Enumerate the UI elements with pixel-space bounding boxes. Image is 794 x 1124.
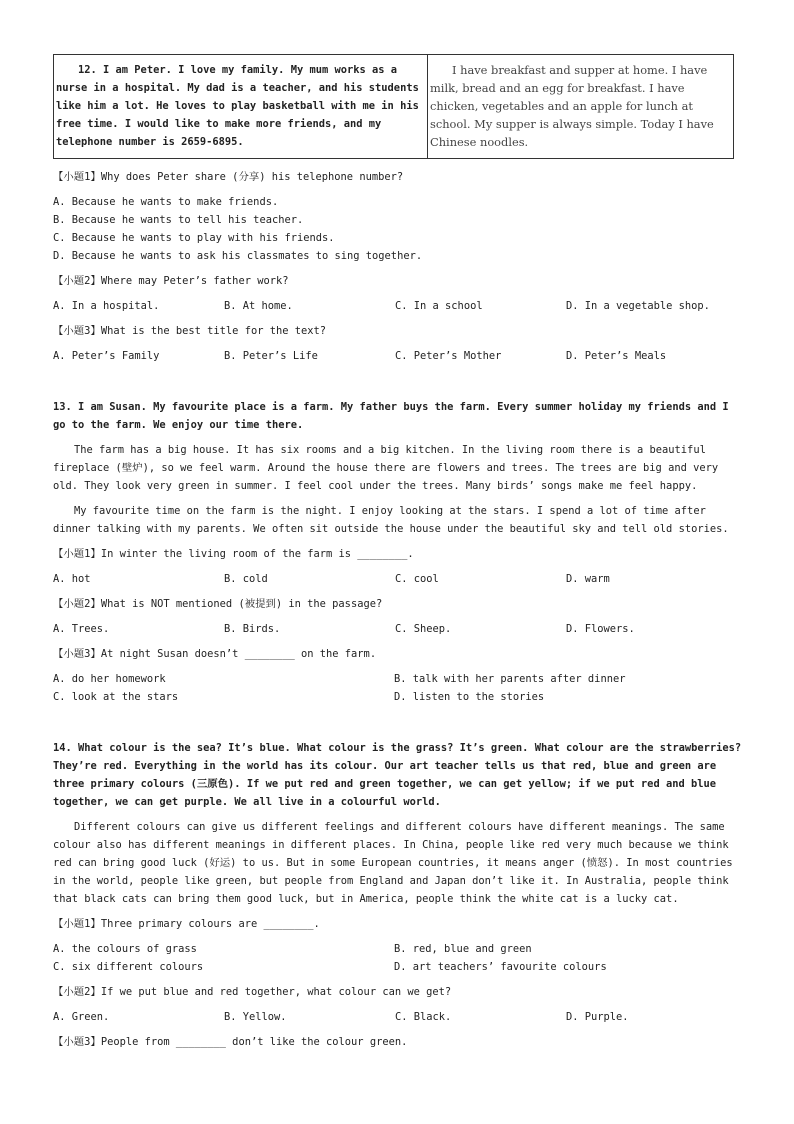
q12-sub2-options xyxy=(53,297,743,315)
q14-sub2-question: 【小题2】If we put blue and red together, what colour can we get? xyxy=(53,986,452,998)
q12-sub3-options xyxy=(53,347,743,365)
q14-sub2-option-d[interactable]: D. Purple. xyxy=(566,1011,629,1023)
q13-sub1-option-d[interactable]: D. warm xyxy=(566,573,610,585)
q13-sub2-option-b[interactable]: B. Birds. xyxy=(224,623,281,635)
q12-sub3-option-c[interactable]: C. Peter’s Mother xyxy=(395,350,502,362)
q14-sub3-question: 【小题3】People from ________ don’t like the colour green. xyxy=(53,1036,408,1048)
q13-paragraph-1: The farm has a big house. It has six rooms and a big kitchen. In the living room there is a beautiful fireplace (壁炉), so we feel warm. Around the house there are flowers and trees. The trees are big and very old. They look very green in summer. I feel cool under the trees. Many birds’ songs make me feel happy. xyxy=(53,444,719,492)
q12-sub3-option-b[interactable]: B. Peter’s Life xyxy=(224,350,318,362)
q12-sub1-question: 【小题1】Why does Peter share (分享) his telephone number? xyxy=(53,171,404,183)
q13-sub1-option-c[interactable]: C. cool xyxy=(395,573,439,585)
q13-sub2-options xyxy=(53,620,743,638)
q13-sub3-option-b[interactable]: B. talk with her parents after dinner xyxy=(394,673,626,685)
q14-sub1-question: 【小题1】Three primary colours are ________. xyxy=(53,918,320,930)
q12-sub1-option-d[interactable]: D. Because he wants to ask his classmates to sing together. xyxy=(53,250,423,262)
q12-left-cell xyxy=(54,55,428,158)
q13-sub1-question: 【小题1】In winter the living room of the farm is ________. xyxy=(53,548,414,560)
q12-sub2-option-c[interactable]: C. In a school xyxy=(395,300,483,312)
q14-sub2-option-a[interactable]: A. Green. xyxy=(53,1011,110,1023)
q14-heading: 14. What colour is the sea? It’s blue. What colour is the grass? It’s green. What colour are the strawberries? They’re red. Everything in the world has its colour. Our art teacher tells us that red, blue and green are three primary colours (三原色). If we put red and green together, we can get yellow; if we put red and blue together, we can get purple. We all live in a colourful world. xyxy=(53,742,742,808)
q12-sub1-option-c[interactable]: C. Because he wants to play with his friends. xyxy=(53,232,335,244)
q14-paragraph-1: Different colours can give us different feelings and different colours have different meanings. The same colour also has different meanings in different places. In China, people like red very much because we think red can bring good luck (好运) to us. But in some European countries, it means anger (愤怒). In most countries in the world, people like green, but people from England and Japan don’t like it. In Australia, people think that black cats can bring them good luck, but in America, people think the white cat is a lucky cat. xyxy=(53,821,733,905)
q12-passage-table xyxy=(53,54,734,159)
worksheet-page xyxy=(53,54,743,1051)
q12-right-cell xyxy=(428,55,733,158)
q14-sub2-option-c[interactable]: C. Black. xyxy=(395,1011,452,1023)
q14-sub1-option-c[interactable]: C. six different colours xyxy=(53,961,204,973)
q13-sub3-option-c[interactable]: C. look at the stars xyxy=(53,691,179,703)
q12-sub2-option-a[interactable]: A. In a hospital. xyxy=(53,300,160,312)
q13-sub1-options xyxy=(53,570,743,588)
q14-sub2-option-b[interactable]: B. Yellow. xyxy=(224,1011,287,1023)
q12-right-text: I have breakfast and supper at home. I have milk, bread and an egg for breakfast. I have chicken, vegetables and an apple for lunch at school. My supper is always simple. Today I have Chinese noodles. xyxy=(430,63,714,149)
q12-sub2-option-d[interactable]: D. In a vegetable shop. xyxy=(566,300,710,312)
q13-paragraph-2: My favourite time on the farm is the night. I enjoy looking at the stars. I spend a lot of time after dinner talking with my parents. We often sit outside the house under the beautiful sky and tell old stories. xyxy=(53,505,729,535)
q13-heading: 13. I am Susan. My favourite place is a farm. My father buys the farm. Every summer holiday my friends and I go to the farm. We enjoy our time there. xyxy=(53,401,729,431)
q12-sub3-option-d[interactable]: D. Peter’s Meals xyxy=(566,350,667,362)
q12-left-text: 12. I am Peter. I love my family. My mum works as a nurse in a hospital. My dad is a teacher, and his students like him a lot. He loves to play basketball with me in his free time. I would like to make more friends, and my telephone number is 2659-6895. xyxy=(56,64,419,148)
q13-sub1-option-b[interactable]: B. cold xyxy=(224,573,268,585)
q13-sub3-option-a[interactable]: A. do her homework xyxy=(53,673,166,685)
q12-sub1-option-a[interactable]: A. Because he wants to make friends. xyxy=(53,196,279,208)
q12-sub3-question: 【小题3】What is the best title for the text? xyxy=(53,325,327,337)
q14-sub1-options xyxy=(53,940,743,976)
q12-sub1-option-b[interactable]: B. Because he wants to tell his teacher. xyxy=(53,214,304,226)
q13-sub3-options xyxy=(53,670,743,706)
q14-sub2-options xyxy=(53,1008,743,1026)
q13-sub3-option-d[interactable]: D. listen to the stories xyxy=(394,691,545,703)
q13-sub2-question: 【小题2】What is NOT mentioned (被提到) in the passage? xyxy=(53,598,383,610)
q12-sub2-question: 【小题2】Where may Peter’s father work? xyxy=(53,275,289,287)
q14-sub1-option-d[interactable]: D. art teachers’ favourite colours xyxy=(394,961,607,973)
q14-sub1-option-b[interactable]: B. red, blue and green xyxy=(394,943,532,955)
q12-sub2-option-b[interactable]: B. At home. xyxy=(224,300,293,312)
q14-sub1-option-a[interactable]: A. the colours of grass xyxy=(53,943,197,955)
q13-sub1-option-a[interactable]: A. hot xyxy=(53,573,91,585)
q12-sub3-option-a[interactable]: A. Peter’s Family xyxy=(53,350,160,362)
q13-sub2-option-a[interactable]: A. Trees. xyxy=(53,623,110,635)
q13-sub2-option-c[interactable]: C. Sheep. xyxy=(395,623,452,635)
q13-sub2-option-d[interactable]: D. Flowers. xyxy=(566,623,635,635)
q13-sub3-question: 【小题3】At night Susan doesn’t ________ on the farm. xyxy=(53,648,377,660)
